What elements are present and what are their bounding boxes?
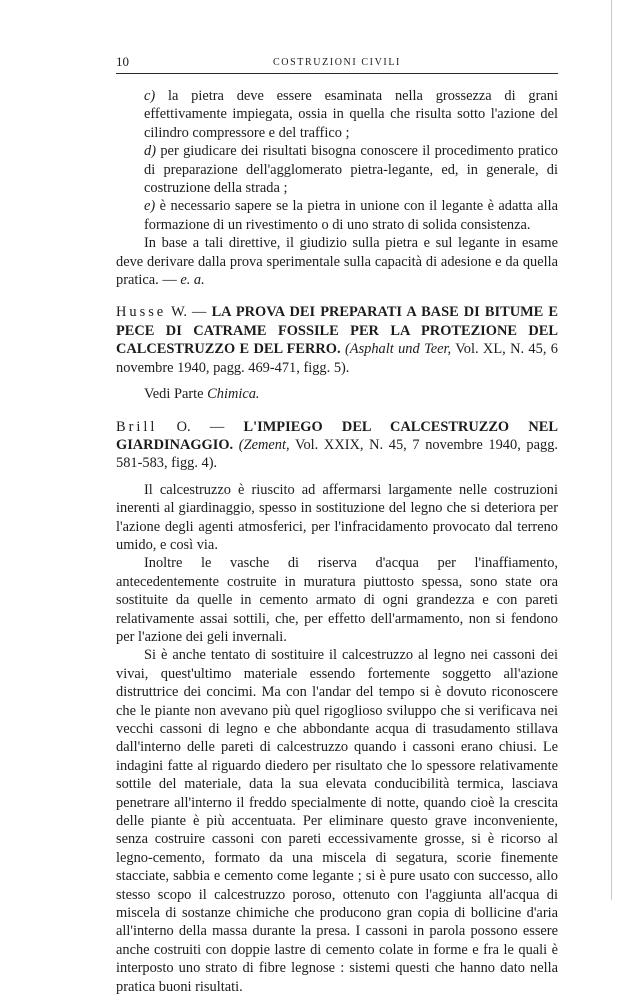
see-section: Chimica. xyxy=(207,386,260,403)
entry-dash: — xyxy=(192,304,207,321)
article-title: L'IMPIEGO DEL CALCESTRUZZO NEL GIARDINAGGIO. xyxy=(116,418,558,453)
entry-dash: — xyxy=(209,418,225,435)
item-c-text: la pietra deve essere esaminata nella grossezza di grani effettivamente impiegata, ossia in quella che risulta sotto l'azione del cilindro compressore e del traffico ; xyxy=(144,88,558,141)
journal-name: (Zement, xyxy=(238,436,290,453)
author-surname: Brill xyxy=(116,418,158,435)
see-prefix: Vedi Parte xyxy=(144,386,204,403)
list-item-d xyxy=(116,142,558,197)
item-d-text: per giudicare dei risultati bisogna conoscere il procedimento pratico di preparazione dell'agglomerato pietra-legante, ed, in generale, di costruzione della strada ; xyxy=(144,143,558,197)
page-edge-line xyxy=(611,0,612,900)
author-initial: O. xyxy=(176,418,191,435)
item-d-label: d) xyxy=(144,143,156,160)
citation-details: Vol. XL, N. 45, 6 novembre 1940, pagg. 469-471, figg. 5). xyxy=(116,341,558,376)
list-item-c xyxy=(116,87,558,142)
closing-initials: e. a. xyxy=(180,272,205,289)
spacer xyxy=(116,404,558,418)
author-surname: Husse xyxy=(116,304,167,321)
header-rule xyxy=(116,73,558,74)
citation-details: Vol. XXIX, N. 45, 7 novembre 1940, pagg. 581-583, figg. 4). xyxy=(116,436,559,472)
see-also-note xyxy=(116,385,558,403)
page-header xyxy=(116,52,558,74)
running-title: COSTRUZIONI CIVILI xyxy=(273,57,401,68)
body-paragraph: Si è anche tentato di sostituire il calcestruzzo al legno nei cassoni dei vivai, quest'ultimo materiale essendo fortemente soggetto all'azione distruttrice dei concimi. Ma con l'andar del tempo si è dovuto riconoscere che le piante non avevano più quel rigoglioso sviluppo che si verificava nei vecchi cassoni di legno e che abbondante acqua di trasudamento stillava dall'interno delle pareti di calcestruzzo quando i cassoni erano chiusi. Le indagini fatte al riguardo diedero per risultato che lo spessore relativamente sottile del materiale, data la sua elevata conducibilità termica, lasciava penetrare all'interno il freddo specialmente di notte, quando cioè la crescita delle piante è più accentuata. Per eliminare questo grave inconveniente, senza costruire cassoni con pareti eccessivamente grosse, si è ricorso al legno-cemento, formato da una miscela di segatura, scorie finemente stacciate, sabbia e cemento come legante ; si è pure usato con successo, allo stesso scopo il calcestruzzo poroso, ottenuto con l'aggiunta all'acqua di miscela di sostanze chimiche che producono gran copia di bollicine d'aria all'interno della massa durante la presa. I cassoni in parola possono essere anche costruiti con doppie lastre di cemento colate in forme e fra le quali è interposto uno strato di fibre legnose : sistemi questi che hanno dato nella pratica buoni risultati. xyxy=(116,647,558,995)
item-e-text: è necessario sapere se la pietra in unione con il legante è adatta alla formazione di un rivestimento o di uno strato di solida consistenza. xyxy=(144,198,558,233)
item-c-label: c) xyxy=(144,88,156,104)
spacer xyxy=(116,289,558,303)
page-number: 10 xyxy=(116,54,129,69)
closing-text: In base a tali direttive, il giudizio sulla pietra e sul legante in esame deve derivare dalla prova sperimentale sulla capacità di adesione e da quella pratica. — xyxy=(116,235,558,289)
article-title: LA PROVA DEI PREPARATI A BASE DI BITUME E PECE DI CATRAME FOSSILE PER LA PROTEZIONE DEL CALCESTRUZZO E DEL FERRO. xyxy=(116,304,558,358)
list-item-e xyxy=(116,197,558,234)
body-paragraph: Inoltre le vasche di riserva d'acqua per l'inaffiamento, antecedentemente costruite in muratura piuttosto spessa, sono state ora sostituite da quelle in cemento armato di ogni grandezza e con pareti relativamente assai sottili, che, per effetto dell'armamento, non si fendono per l'azione dei geli invernali. xyxy=(116,555,558,645)
body-paragraph: Il calcestruzzo è riuscito ad affermarsi largamente nelle costruzioni inerenti al giardinaggio, spesso in sostituzione del legno che si deteriora per l'azione degli agenti atmosferici, per l'infracidamento provocato dal terreno umido, e così via. xyxy=(116,481,558,553)
item-e-label: e) xyxy=(144,198,156,215)
page-body xyxy=(116,87,558,996)
bibliography-entry-brill xyxy=(116,418,558,473)
author-initial: W. xyxy=(171,304,187,321)
bibliography-entry-husse xyxy=(116,303,558,377)
closing-paragraph xyxy=(116,234,558,289)
journal-name: (Asphalt und Teer, xyxy=(344,341,452,358)
